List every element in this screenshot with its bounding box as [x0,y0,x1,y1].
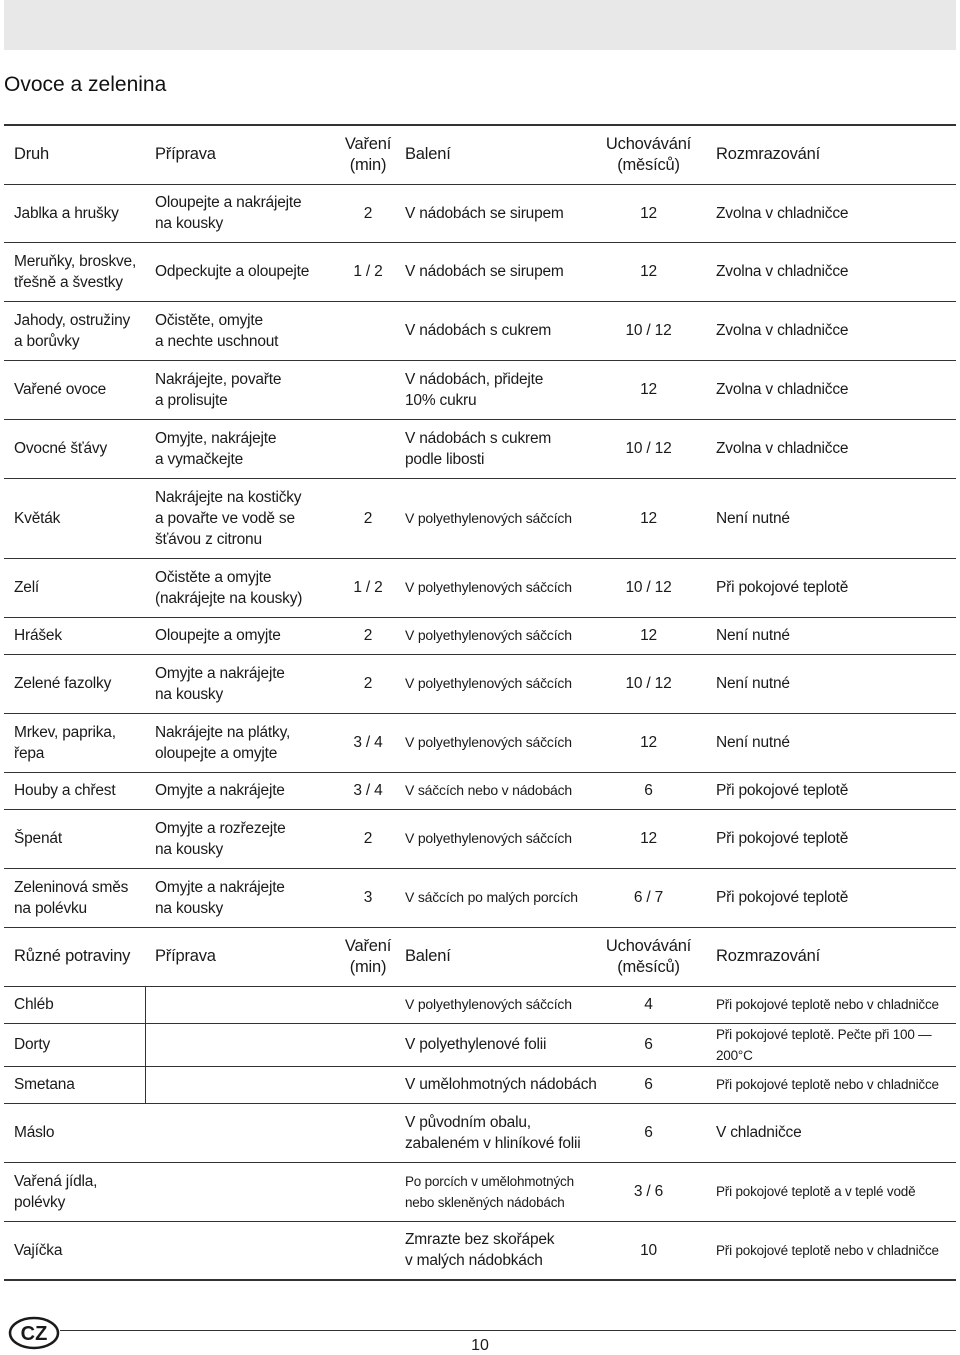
cell-druh-line: Hrášek [14,627,62,644]
cell-rozmrazovani: Při pokojové teplotě. Pečte při 100 — 200°C [706,1023,956,1066]
cell-druh-line: Vařené ovoce [14,381,107,398]
cell-druh [4,301,145,360]
table-row [4,360,956,419]
cell-druh [4,809,145,868]
cell-uchovavani: 10 / 12 [591,558,706,617]
header-baleni: Balení [401,125,591,184]
cell-baleni-line: V polyethylenových sáčcích [405,627,572,643]
header-druh: Druh [4,125,145,184]
cell-druh [4,1221,145,1280]
cell-priprava-line: Omyjte a nakrájejte [155,782,285,799]
cell-druh-line: Zelené fazolky [14,675,112,692]
cell-priprava-line: na kousky [155,215,223,232]
cell-druh-line: Vařená jídla, [14,1172,98,1190]
cell-druh [4,419,145,478]
cell-priprava [145,713,335,772]
table-row [4,419,956,478]
header-baleni: Balení [401,927,591,986]
header-vareni-line: Vaření [344,936,392,955]
cell-baleni-line: 10% cukru [405,391,477,409]
cell-druh-line: Mrkev, paprika, [14,723,116,741]
cell-druh [4,654,145,713]
cell-druh [4,1103,145,1162]
cell-rozmrazovani: Při pokojové teplotě nebo v chladničce [706,1066,956,1103]
cell-uchovavani: 6 / 7 [591,868,706,927]
cell-druh [4,558,145,617]
cell-vareni [335,419,401,478]
table-row [4,654,956,713]
cell-uchovavani: 12 [591,184,706,242]
cell-vareni: 1 / 2 [335,242,401,301]
cell-baleni-line: V sáčcích po malých porcích [405,889,578,905]
cell-priprava-line: Omyjte a nakrájejte [155,664,285,682]
header-rozmrazovani: Rozmrazování [706,125,956,184]
cell-priprava [145,617,335,654]
cell-baleni [401,1023,591,1066]
cell-rozmrazovani: Zvolna v chladničce [706,184,956,242]
cell-druh-line: na polévku [14,899,87,917]
cell-baleni-line: V polyethylenové folii [405,1036,547,1053]
header-vareni [335,927,401,986]
cell-baleni-line: zabaleném v hliníkové folii [405,1134,581,1152]
cell-baleni-line: V umělohmotných nádobách [405,1076,597,1093]
cell-uchovavani: 6 [591,1066,706,1103]
cell-druh-line: polévky [14,1193,66,1211]
cell-druh-line: Zelí [14,579,40,596]
cell-priprava-line: šťávou z citronu [155,530,262,548]
cell-uchovavani: 6 [591,1023,706,1066]
cell-druh [4,1162,145,1221]
table-row [4,868,956,927]
cell-priprava [145,184,335,242]
cell-baleni-line: podle libosti [405,450,485,468]
cell-baleni-line: nebo skleněných nádobách [405,1194,565,1210]
cell-druh-line: Ovocné šťávy [14,440,108,457]
table-row [4,809,956,868]
cell-baleni [401,772,591,809]
cell-druh [4,986,145,1023]
header-rozmrazovani: Rozmrazování [706,927,956,986]
cell-rozmrazovani: Není nutné [706,617,956,654]
cell-uchovavani: 4 [591,986,706,1023]
cell-vareni: 3 [335,868,401,927]
cell-rozmrazovani: V chladničce [706,1103,956,1162]
cell-uchovavani: 10 / 12 [591,301,706,360]
cell-druh [4,360,145,419]
cell-druh-line: Chléb [14,996,54,1013]
cell-priprava-line: a povařte ve vodě se [155,509,295,527]
cell-uchovavani: 10 [591,1221,706,1280]
cell-baleni-line: Po porcích v umělohmotných [405,1173,574,1189]
cell-baleni-line: V nádobách se sirupem [405,204,564,222]
cell-vareni: 3 / 4 [335,772,401,809]
cell-rozmrazovani: Zvolna v chladničce [706,301,956,360]
cell-druh-line: Smetana [14,1076,75,1093]
cell-druh [4,1023,145,1066]
table-row [4,478,956,558]
cell-priprava-line: a nechte uschnout [155,332,279,350]
cell-baleni-line: Zmrazte bez skořápek [405,1231,555,1249]
cell-druh [4,772,145,809]
cell-uchovavani: 10 / 12 [591,419,706,478]
cell-baleni-line: V nádobách se sirupem [405,263,564,280]
header-vareni-line: Vaření [344,134,392,153]
table-header-row [4,927,956,986]
cell-priprava-line: oloupejte a omyjte [155,744,278,762]
cell-rozmrazovani: Není nutné [706,713,956,772]
cell-priprava-line: Očistěte a omyjte [155,568,272,586]
table-row [4,986,956,1023]
cell-priprava-line: na kousky [155,899,223,917]
cell-vareni: 2 [335,654,401,713]
cell-priprava-line: Omyjte, nakrájejte [155,429,277,447]
cell-rozmrazovani: Není nutné [706,654,956,713]
cell-rozmrazovani: Při pokojové teplotě [706,558,956,617]
table-row [4,1103,956,1162]
cell-priprava [145,772,335,809]
header-vareni-line: (min) [349,957,387,976]
section-title: Ovoce a zelenina [4,73,167,96]
cell-druh-line: Vajíčka [14,1241,63,1259]
page-number: 10 [471,1337,489,1354]
cell-priprava-line: Očistěte, omyjte [155,311,263,329]
cell-vareni: 1 / 2 [335,558,401,617]
cell-druh [4,242,145,301]
cell-empty [145,1162,401,1221]
table-row [4,772,956,809]
cell-baleni [401,617,591,654]
cell-baleni [401,654,591,713]
header-uchovavani-line: (měsíců) [617,155,680,174]
cell-rozmrazovani: Při pokojové teplotě nebo v chladničce [706,986,956,1023]
cell-rozmrazovani: Při pokojové teplotě [706,809,956,868]
header-uchovavani [591,927,706,986]
cell-priprava [145,868,335,927]
table-row [4,1023,956,1066]
cell-priprava-line: Odpeckujte a oloupejte [155,263,310,280]
cell-priprava [145,654,335,713]
cell-uchovavani: 10 / 12 [591,654,706,713]
header-uchovavani-line: (měsíců) [617,957,680,976]
cell-rozmrazovani: Při pokojové teplotě a v teplé vodě [706,1162,956,1221]
cell-baleni [401,986,591,1023]
cell-baleni [401,809,591,868]
cell-baleni-line: v malých nádobkách [405,1252,543,1270]
cell-vareni: 2 [335,617,401,654]
cell-priprava-line: (nakrájejte na kousky) [155,589,303,607]
cell-uchovavani: 6 [591,1103,706,1162]
cell-druh-line: Květák [14,509,61,527]
cell-priprava [145,809,335,868]
cell-druh-line: Meruňky, broskve, [14,252,137,270]
cell-baleni [401,1162,591,1221]
cell-empty [145,1103,401,1162]
table-row [4,1221,956,1280]
cell-uchovavani: 12 [591,713,706,772]
cell-uchovavani: 12 [591,478,706,558]
table-header-row [4,125,956,184]
top-gray-band [4,0,956,50]
freezing-table [4,124,956,1281]
cell-druh-line: řepa [14,744,45,762]
cell-baleni-line: V sáčcích nebo v nádobách [405,782,573,798]
cell-priprava [145,419,335,478]
cell-baleni-line: V polyethylenových sáčcích [405,675,572,691]
cell-rozmrazovani: Při pokojové teplotě [706,868,956,927]
cell-priprava-line: na kousky [155,840,223,858]
cell-druh-line: Dorty [14,1036,51,1053]
cell-uchovavani: 6 [591,772,706,809]
cell-priprava-line: Omyjte a rozřezejte [155,819,286,837]
cell-priprava [145,301,335,360]
cell-vareni [335,301,401,360]
cell-rozmrazovani: Zvolna v chladničce [706,242,956,301]
cell-druh-line: Jablka a hrušky [14,204,119,222]
cell-baleni [401,558,591,617]
cell-druh [4,617,145,654]
table-row [4,1066,956,1103]
cell-uchovavani: 3 / 6 [591,1162,706,1221]
header-uchovavani-line: Uchovávání [605,936,692,955]
cell-baleni-line: V nádobách s cukrem [405,322,552,339]
cell-uchovavani: 12 [591,242,706,301]
header-priprava: Příprava [145,927,335,986]
cell-priprava-line: a prolisujte [155,391,228,409]
cell-druh-line: třešně a švestky [14,273,123,291]
cell-baleni-line: V polyethylenových sáčcích [405,830,572,846]
cell-vareni: 3 / 4 [335,713,401,772]
cell-baleni-line: V polyethylenových sáčcích [405,579,572,595]
cell-uchovavani: 12 [591,809,706,868]
cell-rozmrazovani: Zvolna v chladničce [706,419,956,478]
cell-priprava-line: Oloupejte a nakrájejte [155,194,302,211]
cell-druh-line: Jahody, ostružiny [14,311,131,329]
cell-priprava [145,360,335,419]
cell-baleni [401,713,591,772]
cell-druh [4,868,145,927]
cell-rozmrazovani: Při pokojové teplotě [706,772,956,809]
cell-druh-line: Špenát [14,830,62,847]
table-row [4,558,956,617]
cell-baleni [401,1221,591,1280]
cell-baleni-line: V nádobách, přidejte [405,370,544,388]
cell-vareni: 2 [335,809,401,868]
cell-baleni-line: V polyethylenových sáčcích [405,734,572,750]
cell-vareni [335,360,401,419]
cell-vareni: 2 [335,478,401,558]
cell-druh-line: Máslo [14,1124,55,1141]
cell-priprava [145,558,335,617]
header-vareni-line: (min) [349,155,387,174]
header-uchovavani-line: Uchovávání [605,134,692,153]
header-vareni [335,125,401,184]
cell-rozmrazovani: Není nutné [706,478,956,558]
cell-baleni [401,301,591,360]
table-row [4,301,956,360]
table-row [4,713,956,772]
cell-uchovavani: 12 [591,360,706,419]
cell-baleni [401,419,591,478]
cell-druh-line: a borůvky [14,332,80,350]
cell-druh [4,1066,145,1103]
footer-rule [60,1330,956,1331]
cell-empty [145,1023,401,1066]
cell-priprava-line: na kousky [155,685,223,703]
table-row [4,1162,956,1221]
cell-baleni-line: V polyethylenových sáčcích [405,996,572,1012]
header-priprava: Příprava [145,125,335,184]
cell-priprava-line: a vymačkejte [155,450,244,468]
cell-druh [4,184,145,242]
cell-baleni [401,184,591,242]
cell-baleni-line: V původním obalu, [405,1113,531,1131]
table-row [4,184,956,242]
badge-text: CZ [20,1323,48,1345]
cell-priprava-line: Nakrájejte na kostičky [155,488,302,506]
cell-baleni [401,868,591,927]
cell-baleni [401,478,591,558]
cell-baleni [401,242,591,301]
cell-priprava [145,478,335,558]
cell-uchovavani: 12 [591,617,706,654]
cell-empty [145,986,401,1023]
cell-priprava-line: Omyjte a nakrájejte [155,878,285,896]
cell-druh [4,478,145,558]
cell-priprava-line: Nakrájejte na plátky, [155,723,291,741]
cell-druh-line: Houby a chřest [14,782,116,799]
header-druh: Různé potraviny [4,927,145,986]
table-row [4,242,956,301]
cell-priprava-line: Nakrájejte, povařte [155,370,282,388]
cell-vareni: 2 [335,184,401,242]
cell-druh-line: Zeleninová směs [14,878,129,896]
cell-druh [4,713,145,772]
cell-priprava [145,242,335,301]
cell-baleni [401,1066,597,1103]
header-uchovavani [591,125,706,184]
cell-baleni-line: V nádobách s cukrem [405,429,552,447]
cell-rozmrazovani: Zvolna v chladničce [706,360,956,419]
cell-baleni [401,1103,591,1162]
cell-rozmrazovani: Při pokojové teplotě nebo v chladničce [706,1221,956,1280]
cell-empty [145,1221,401,1280]
cell-baleni [401,360,591,419]
cell-empty [145,1066,401,1103]
table-row [4,617,956,654]
cell-priprava-line: Oloupejte a omyjte [155,627,281,644]
cell-baleni-line: V polyethylenových sáčcích [405,509,572,526]
